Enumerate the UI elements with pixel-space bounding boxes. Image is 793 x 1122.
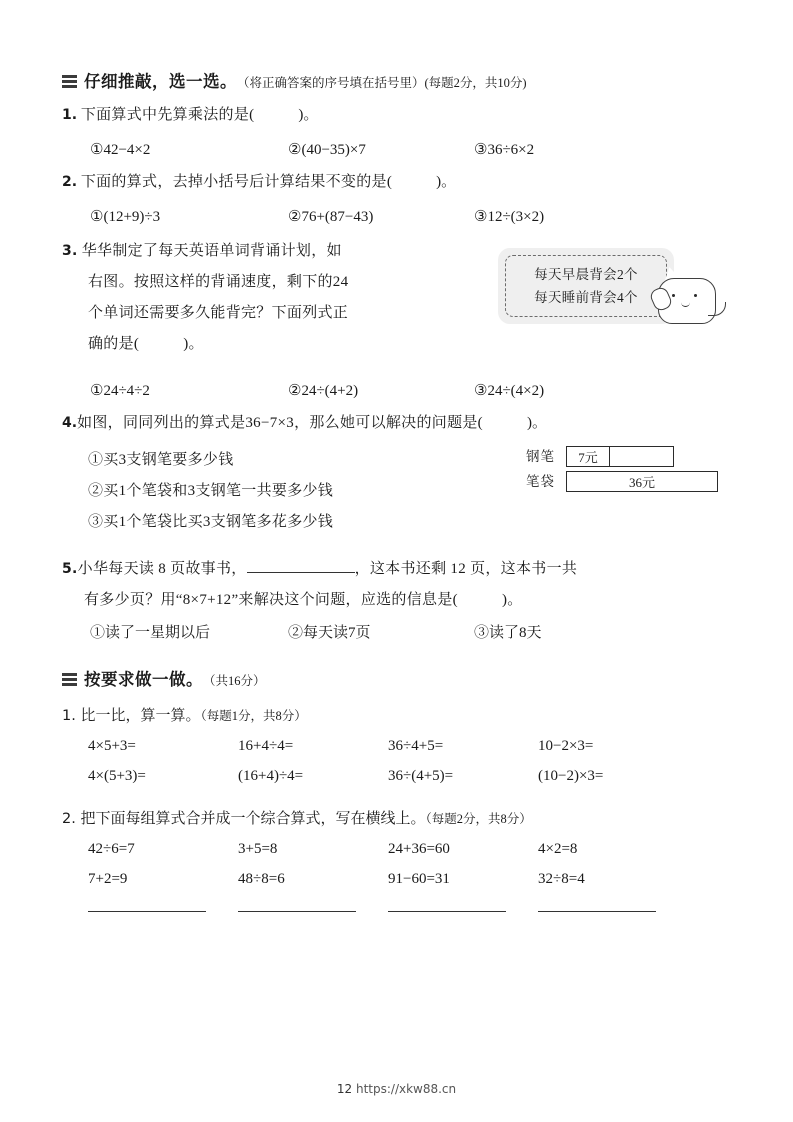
- question-line-4-tail: )。: [183, 336, 204, 352]
- question-2-options: [90, 204, 734, 230]
- speech-bubble-inner: [505, 255, 667, 317]
- price-table: [526, 446, 718, 496]
- question-note: （每题2分，共8分）: [425, 812, 532, 826]
- merge-expression: 3+5=8: [238, 841, 278, 857]
- answer-line[interactable]: [88, 910, 206, 912]
- worksheet-content: [62, 68, 734, 912]
- sub-question-1: [62, 704, 734, 725]
- question-number: 4.: [62, 415, 78, 431]
- question-line-1b: ，这本书还剩 12 页，这本书一共: [354, 561, 578, 577]
- question-text-tail: )。: [436, 174, 457, 190]
- bubble-line-1: 每天早晨背会2个: [534, 267, 638, 282]
- section-title: 仔细推敲，选一选。: [84, 72, 237, 91]
- question-1: [62, 102, 734, 128]
- question-3: [62, 236, 734, 376]
- calc-row: [88, 761, 688, 791]
- answer-line[interactable]: [388, 910, 506, 912]
- section-note: （将正确答案的序号填在括号里）(每题2分，共10分): [237, 76, 527, 90]
- calc-expression[interactable]: 16+4÷4=: [238, 738, 294, 754]
- price-row-pen: [526, 446, 718, 467]
- question-number: 1.: [62, 708, 76, 724]
- option-c[interactable]: ③12÷(3×2): [474, 209, 545, 225]
- question-note: （每题1分，共8分）: [200, 709, 307, 723]
- answer-line[interactable]: [538, 910, 656, 912]
- question-text: 下面的算式，去掉小括号后计算结果不变的是(: [80, 174, 393, 190]
- question-line-1a: 小华每天读 8 页故事书，: [77, 561, 247, 577]
- option-c[interactable]: ③读了8天: [474, 625, 542, 641]
- question-4: [62, 410, 734, 538]
- question-4-text: [62, 410, 734, 436]
- question-5: [62, 554, 734, 616]
- merge-row: [88, 864, 688, 894]
- cat-character-icon: [650, 258, 726, 330]
- question-3-figure: [498, 240, 730, 352]
- section-title: 按要求做一做。: [84, 670, 203, 689]
- price-label: 钢笔: [526, 449, 555, 464]
- calc-expression[interactable]: (16+4)÷4=: [238, 768, 304, 784]
- bubble-line-2: 每天睡前背会4个: [534, 290, 638, 305]
- calc-row: [88, 731, 688, 761]
- page-number: 12: [336, 1082, 353, 1096]
- merge-row: [88, 834, 688, 864]
- calc-expression[interactable]: 36÷(4+5)=: [388, 768, 454, 784]
- question-text: 如图，同同列出的算式是36−7×3，那么她可以解决的问题是(: [77, 415, 483, 431]
- question-line-2: 右图。按照这样的背诵速度，剩下的24: [88, 274, 349, 290]
- merge-expression: 4×2=8: [538, 841, 578, 857]
- price-value: 7元: [566, 446, 610, 467]
- question-number: 5.: [62, 561, 78, 577]
- merge-expression: 7+2=9: [88, 871, 128, 887]
- question-text: 把下面每组算式合并成一个综合算式，写在横线上。: [80, 811, 426, 827]
- question-line-2b: )。: [501, 592, 523, 608]
- question-5-options: [90, 620, 734, 646]
- question-text-tail: )。: [298, 107, 319, 123]
- option-a[interactable]: ①24÷4÷2: [90, 383, 150, 399]
- question-text-tail: )。: [526, 415, 547, 431]
- question-3-options: [90, 378, 734, 404]
- speech-bubble: [498, 248, 674, 324]
- calc-expression[interactable]: 36÷4+5=: [388, 738, 444, 754]
- price-label: 笔袋: [526, 474, 555, 489]
- question-number: 2.: [62, 174, 78, 190]
- calc-expression[interactable]: 4×5+3=: [88, 738, 136, 754]
- calc-expression[interactable]: 10−2×3=: [538, 738, 594, 754]
- calc-expression[interactable]: (10−2)×3=: [538, 768, 604, 784]
- question-text: 比一比，算一算。: [80, 708, 201, 724]
- option-c[interactable]: ③买1个笔袋比买3支钢笔多花多少钱: [88, 514, 334, 530]
- price-row-pencilcase: [526, 471, 718, 492]
- question-text: 下面算式中先算乘法的是(: [80, 107, 255, 123]
- sub-question-2: [62, 807, 734, 828]
- option-a[interactable]: ①读了一星期以后: [90, 625, 211, 641]
- option-a[interactable]: ①(12+9)÷3: [90, 209, 161, 225]
- option-a[interactable]: ①42−4×2: [90, 142, 151, 158]
- option-b[interactable]: ②76+(87−43): [288, 209, 374, 225]
- section-header-tasks: [62, 666, 734, 690]
- section-bars-icon: [62, 673, 77, 686]
- question-number: 2.: [62, 811, 76, 827]
- option-c[interactable]: ③36÷6×2: [474, 142, 535, 158]
- option-b[interactable]: ②(40−35)×7: [288, 142, 366, 158]
- price-value: 36元: [566, 471, 718, 492]
- price-empty-cell: [610, 446, 674, 467]
- option-a[interactable]: ①买3支钢笔要多少钱: [88, 452, 234, 468]
- page-footer: [0, 1082, 793, 1096]
- merge-expression: 32÷8=4: [538, 871, 585, 887]
- calc-expression[interactable]: 4×(5+3)=: [88, 768, 146, 784]
- question-line-2a: 有多少页？用“8×7+12”来解决这个问题，应选的信息是(: [84, 592, 458, 608]
- answer-line[interactable]: [238, 910, 356, 912]
- merge-grid: [88, 834, 688, 894]
- question-number: 1.: [62, 107, 78, 123]
- section-header-choice: [62, 68, 734, 92]
- option-b[interactable]: ②每天读7页: [288, 625, 371, 641]
- question-3-text: [62, 236, 482, 360]
- merge-expression: 48÷8=6: [238, 871, 285, 887]
- option-c[interactable]: ③24÷(4×2): [474, 383, 545, 399]
- option-b[interactable]: ②24÷(4+2): [288, 383, 359, 399]
- question-2: [62, 169, 734, 195]
- fill-blank-line[interactable]: [247, 572, 355, 573]
- answer-line-row: [88, 910, 708, 912]
- question-number: 3.: [62, 243, 78, 259]
- merge-expression: 91−60=31: [388, 871, 450, 887]
- merge-expression: 42÷6=7: [88, 841, 135, 857]
- merge-expression: 24+36=60: [388, 841, 450, 857]
- section-note: （共16分）: [203, 674, 266, 688]
- question-4-options: [88, 445, 508, 538]
- question-1-options: [90, 137, 734, 163]
- question-line-3: 个单词还需要多久能背完？下面列式正: [88, 305, 349, 321]
- footer-url: https://xkw88.cn: [355, 1082, 457, 1096]
- option-b[interactable]: ②买1个笔袋和3支钢笔一共要多少钱: [88, 483, 334, 499]
- question-line-4: 确的是(: [88, 336, 140, 352]
- calc-grid-1: [88, 731, 688, 791]
- question-line-1: 华华制定了每天英语单词背诵计划，如: [81, 243, 342, 259]
- section-bars-icon: [62, 75, 77, 88]
